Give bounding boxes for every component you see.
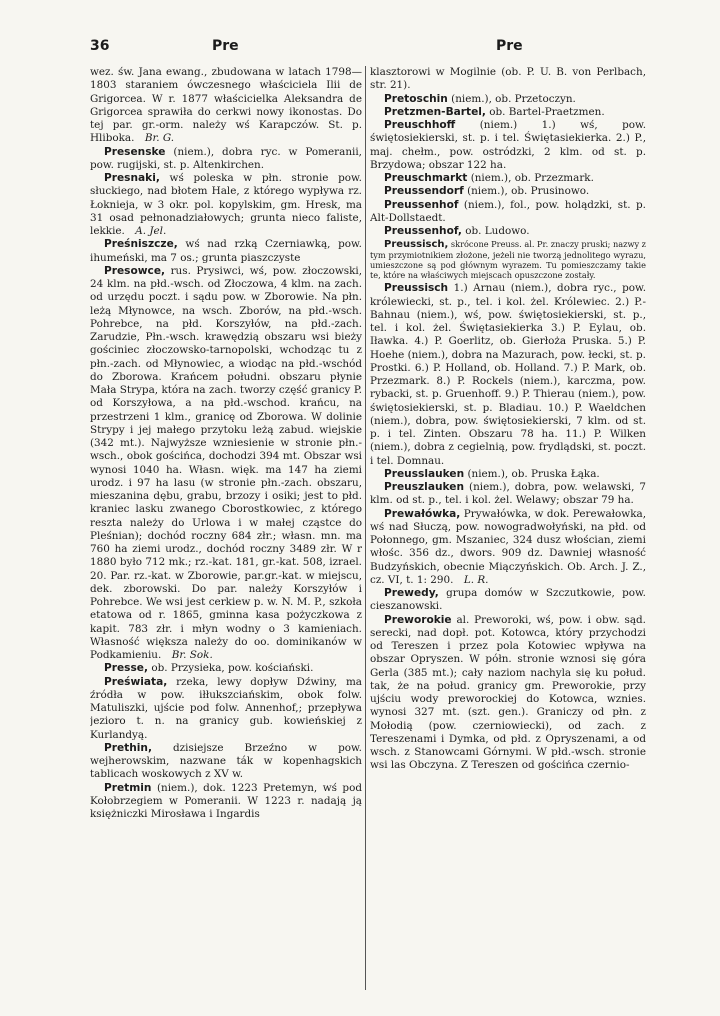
dictionary-entry [370,172,646,185]
entry-text: (niem.), dobra, pow. welawski, 7 klm. od st. p., tel. i kol. żel. Welawy; obszar 79 ha. [370,481,646,507]
dictionary-entry [370,587,646,614]
entry-text: wś nad rzką Czerniawką, pow. ihumeński, ma 7 os.; grunta piaszczyste [90,238,362,264]
entry-author: Br. Sok. [171,649,213,661]
dictionary-entry [370,66,646,93]
entry-text: (niem.), ob. Prusinowo. [467,185,590,198]
entry-text: wez. św. Jana ewang., zbudowana w latach 1798—1803 staraniem ówczesnego właściciela Ilii de Grigorcea. W r. 1877 właścicielka Aleksandra de Grigorcea sprawiła do cerkwi nowy ikonostas. Do tej par. gr.-orm. należy wś Karapczów. St. p. Hliboka. [90,66,362,145]
entry-headword: Pretoschin [384,92,448,105]
dictionary-entry [370,282,646,468]
entry-headword: Preświata, [104,675,168,688]
dictionary-entry [370,225,646,238]
entry-text: (niem.), ob. Przetoczyn. [451,92,576,105]
dictionary-entry [370,468,646,481]
dictionary-entry [370,93,646,106]
running-head-left: Pre [212,38,239,54]
entry-headword: Preussisch, [384,239,449,251]
entry-headword: Preussisch [384,282,449,295]
dictionary-entry [90,676,362,742]
entry-author: Br. G. [144,132,175,145]
entry-text: (niem.), fol., pow. holądzki, st. p. Alt-Dollstaedt. [370,198,646,224]
entry-headword: Preśniszcze, [104,238,178,251]
entry-headword: Prethin, [104,741,152,754]
dictionary-entry [370,185,646,198]
dictionary-entry [90,146,362,173]
entry-author: A. Jel. [135,225,167,237]
entry-text: dzisiejsze Brzeźno w pow. wejherowskim, nazwane ták w kopenhagskich tablicach woskowych z XV w. [90,741,362,781]
entry-text: (niem.), ob. Przezmark. [470,172,594,184]
entry-text: klasztorowi w Mogilnie (ob. P. U. B. von Perlbach, str. 21). [370,66,646,92]
column-divider [365,66,366,990]
entry-text: (niem.), ob. Pruska Łąka. [467,467,600,480]
entry-headword: Preuschmarkt [384,172,468,184]
entry-headword: Presenske [104,145,166,158]
entry-text: Prywałówka, w dok. Perewałowka, wś nad Słuczą, pow. nowogradwołyński, na płd. od Połonnego, gm. Mszaniec, 324 dusz włościan, ziemi włośc. 356 dz., dwors. 909 dz. Dawniej własność Budzyńskich, obecnie Miączyńskich. Ob. Arch. J. Z., cz. VI, t. 1: 290. [370,507,646,586]
dictionary-entry [90,265,362,663]
right-column [370,66,646,773]
dictionary-entry [90,172,362,238]
entry-text: (niem.), dok. 1223 Pretemyn, wś pod Kołobrzegiem w Pomeranii. W 1223 r. nadają ją księżniczki Mirosława i Ingardis [90,781,362,820]
entry-author: L. R. [463,573,489,586]
entry-text: rus. Prysiwci, wś, pow. złoczowski, 24 klm. na płd.-wsch. od Złoczowa, 4 klm. na zach. od urzędu poczt. i sądu pow. w Zborowie. Na płn. leżą Młynowce, na wsch. Zborów, na płd.-wsch. Pohrebce, na płd. Korszyłów, na płd.-zach. Zarudzie, Płn.-wsch. krawędzią obszaru wsi bieży gościniec złoczowsko-tarnopolski, wchodząc tu z płn.-zach. od Młynowiec, a wiodąc na płd.-wschód do Zborowa. Krańcem południ. obszaru płynie Mała Strypa, która na zach. tworzy część granicy P. od Korszyłowa, a na płd.-wschod. krańcu, na przestrzeni 1 klm., granicę od Zborowa. W dolinie Strypy i jej małego przytoku leżą zabud. wiejskie (342 mt.). Najwyższe wzniesienie w stronie płn.-wsch., obok gościńca, dochodzi 394 mt. Obszar wsi wynosi 1040 ha. Własn. więk. ma 147 ha ziemi urodz. i 97 ha lasu (w stronie płn.-zach. obszaru, mieszanina dębu, grabu, brzozy i osiki; jest to płd. kraniec lasku zwanego Cborostkowiec, z którego reszta należy do Urlowa i w małej cząstce do Pleśnian); dochód roczny 684 złr.; własn. mn. ma 760 ha ziemi urodz., dochód roczny 3489 złr. W r 1880 było 712 mk.; rz.-kat. 181, gr.-kat. 508, izrael. 20. Par. rz.-kat. w Zborowie, par.gr.-kat. w miejscu, dek. zborowski. Do par. należy Korszyłów i Pohrebce. We wsi jest cerkiew p. w. N. M. P., szkoła etatowa od r. 1865, gminna kasa pożyczkowa z kapit. 783 złr. i młyn wodny o 3 kamieniach. Własność większa należy do oo. dominikanów w Podkamieniu. [90,264,362,661]
entry-text: 1.) Arnau (niem.), dobra ryc., pow. królewiecki, st. p., tel. i kol. żel. Królewiec. 2.) P.-Bahnau (niem.), wś, pow. świętosiekierski, st. p., tel. i kol. żel. Świętasiekierka 3.) P. Eylau, ob. Iławka. 4.) P. Goerlitz, ob. Gierłoża Pruska. 5.) P. Hoehe (niem.), dobra na Mazurach, pow. łecki, st. p. Prostki. 6.) P. Holland, ob. Holland. 7.) P. Mark, ob. Przezmark. 8.) P. Rockels (niem.), karczma, pow. rybacki, st. p. Gruenhoff. 9.) P. Thierau (niem.), pow. świętosiekierski, st. p. Bladiau. 10.) P. Waeldchen (niem.), dobra, pow. świętosiekierski, 7 klm. od st. p. i tel. Zinten. Obszaru 78 ha. 11.) P. Wilken (niem.), dobra z cegielnią, pow. frydlądski, st. poczt. i tel. Domnau. [370,282,646,467]
entry-headword: Prewałówka, [384,507,461,520]
dictionary-entry [90,662,362,675]
entry-headword: Preussendorf [384,185,464,198]
entry-headword: Presnaki, [104,172,160,184]
entry-headword: Preuszlauken [384,481,464,493]
entry-text: al. Preworoki, wś, pow. i obw. sąd. serecki, nad dopł. pot. Kotowca, który przychodzi od Tereszen i przez pola Kotowiec wpływa na obszar Opryszen. W półn. stronie wznosi się góra Gerla (385 mt.); cały naziom nachyla się ku połud. tak, że na połud. granicy gm. Preworokie, przy ujściu wody preworockiej do Kotowca, wznies. wynosi 327 mt. (szt. gen.). Graniczy od płn. z Mołodią (pow. czerniowiecki), od zach. z Tereszenami i Dymka, od płd. z Opryszenami, a od wsch. z Stanowcami Górnymi. W płd.-wsch. stronie wsi las Obczyna. Z Tereszen od gościńca czernio- [370,613,646,772]
entry-headword: Pretmin [104,781,152,794]
entry-text: skrócone Preuss. al. Pr. znaczy pruski; nazwy z tym przymiotnikiem złożone, jeżeli nie tworzą jednolitego wyrazu, umieszczone są pod głównym wyrazem. Tu pomieszczamy takie te, które na właściwych miejscach opuszczone zostały. [370,239,646,281]
left-column [90,66,362,821]
entry-headword: Presowce, [104,264,166,277]
dictionary-entry [90,66,362,146]
page-number: 36 [90,38,110,54]
dictionary-entry [90,782,362,822]
dictionary-entry [370,508,646,588]
dictionary-entry [90,742,362,782]
entry-text: rzeka, lewy dopływ Dźwiny, ma źródła w pow. iłłukszciańskim, obok folw. Matuliszki, ujście pod folw. Annenhof,; przepływa jezioro t. n. na granicy gub. kowieńskiej z Kurlandyą. [90,675,362,741]
entry-text: (niem.) 1.) wś, pow. świętosiekierski, st. p. i tel. Świętasiekierka. 2.) P., maj. chełm., pow. ostródzki, 2 klm. od st. p. Brzydowa; obszar 122 ha. [370,119,646,171]
dictionary-entry [370,199,646,226]
entry-headword: Preuschhoff [384,119,456,131]
dictionary-entry [370,106,646,119]
dictionary-entry [90,238,362,265]
entry-headword: Preusslauken [384,467,465,480]
entry-headword: Prewedy, [384,587,439,599]
entry-headword: Preussenhof [384,198,459,211]
entry-text: ob. Ludowo. [465,225,530,237]
entry-text: ob. Bartel-Praetzmen. [489,105,605,118]
entry-headword: Preussenhof, [384,225,462,237]
entry-text: (niem.), dobra ryc. w Pomeranii, pow. rugijski, st. p. Altenkirchen. [90,145,362,171]
dictionary-entry [370,481,646,508]
entry-headword: Pretzmen-Bartel, [384,105,486,118]
entry-text: ob. Przysieka, pow. kościański. [151,662,314,675]
dictionary-entry [370,119,646,172]
dictionary-entry [370,614,646,773]
running-head-right: Pre [496,38,523,54]
entry-text: wś poleska w płn. stronie pow. słuckiego, nad błotem Hale, z którego wypływa rz. Łokniejа, w 3 okr. pol. kopylskim, gm. Hresk, ma 31 osad pełnonadziałowych; grunta nieco faliste, lekkie. [90,172,362,237]
entry-headword: Preworokie [384,613,452,626]
entry-text: grupa domów w Szczutkowie, pow. cieszanowski. [370,587,646,613]
entry-headword: Presse, [104,662,148,675]
dictionary-entry [370,239,646,280]
